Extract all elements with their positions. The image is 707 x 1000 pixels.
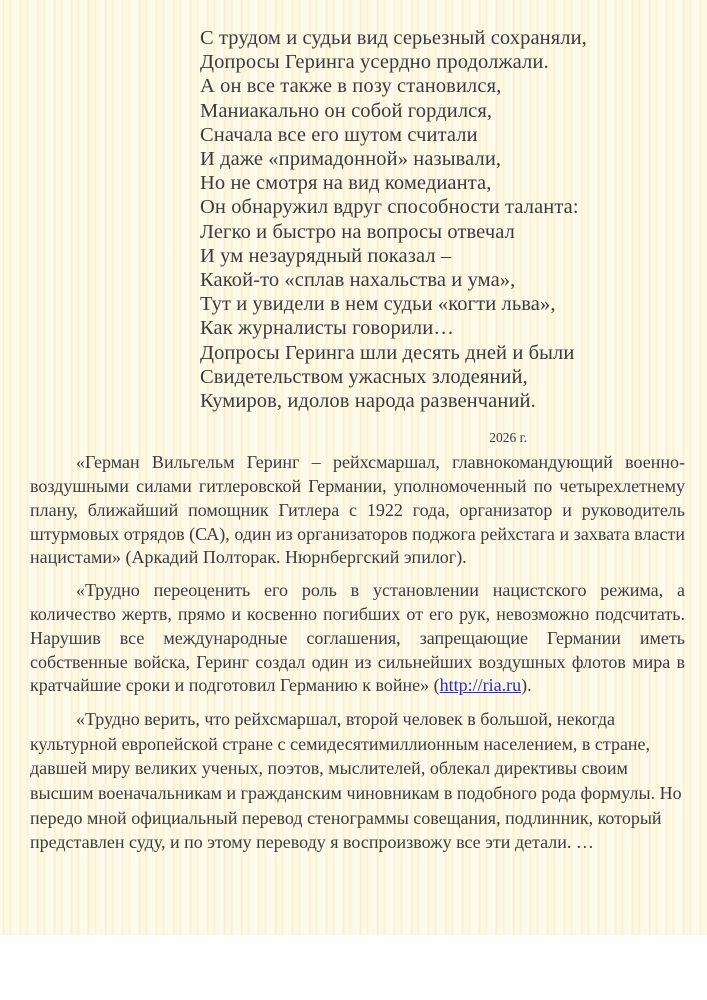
paragraph-goering-description: «Герман Вильгельм Геринг – рейхсмаршал, главнокомандующий военно-воздушными силами гитлеровской Германии, уполномоченный по четырехлетнему плану, ближайший помощник Гитлера с 1922 года, организатор и руководитель штурмовых отрядов (СА), один из организаторов поджога рейхстага и захвата власти нацистами» (Аркадий Полторак. Нюрнбергский эпилог). (30, 452, 685, 568)
poem-line: Свидетельством ужасных злодеяний, (200, 365, 528, 388)
paragraph-text-after-link: ). (521, 675, 532, 696)
poem-line: А он все также в позу становился, (200, 75, 502, 98)
paragraph-text-before-link: «Трудно переоценить его роль в установлении нацистского режима, а количество жертв, прямо и косвенно погибших от его рук, невозможно подсчитать. Нарушив все международные соглашения, запрещающие Германии иметь собственные войска, Геринг создал один из сильнейших воздушных флотов мира в кратчайшие сроки и подготовил Германию к войне» ( (30, 580, 685, 696)
poem (200, 26, 685, 413)
paragraph-goering-role (30, 579, 685, 698)
ria-ru-link[interactable]: http://ria.ru (439, 675, 522, 696)
date-note: 2026 г. (489, 430, 527, 446)
document-body (30, 451, 685, 855)
poem-line: Тут и увидели в нем судьи «когти льва», (200, 293, 556, 316)
poem-line: И даже «примадонной» называли, (200, 148, 502, 171)
poem-line: Какой-то «сплав нахальства и ума», (200, 269, 516, 292)
poem-line: И ум незаурядный показал – (200, 244, 452, 267)
poem-line: С трудом и судьи вид серьезный сохраняли, (200, 27, 587, 49)
poem-line: Сначала все его шутом считали (200, 123, 478, 146)
paragraph-reichsmarschall-directives: «Трудно верить, что рейхсмаршал, второй человек в большой, некогда культурной европейской стране с семидесятимиллионным населением, в стране, давшей миру великих ученых, поэтов, мыслителей, облекал директивы своим высшим военачальникам и гражданским чиновникам в подобного рода формулы. Но передо мной официальный перевод стенограммы совещания, подлинник, который представлен суду, и по этому переводу я воспроизвожу все эти детали. … (30, 709, 682, 853)
page-bottom-margin (0, 935, 707, 1000)
poem-line: Но не смотря на вид комедианта, (200, 172, 492, 195)
poem-line: Как журналисты говорили… (200, 317, 454, 340)
poem-line: Допросы Геринга усердно продолжали. (200, 51, 549, 74)
poem-line: Он обнаружил вдруг способности таланта: (200, 196, 579, 219)
poem-line: Допросы Геринга шли десять дней и были (200, 341, 575, 364)
poem-line: Легко и быстро на вопросы отвечал (200, 220, 515, 243)
poem-line: Маниакально он собой гордился, (200, 99, 493, 122)
poem-line: Кумиров, идолов народа развенчаний. (200, 390, 536, 413)
